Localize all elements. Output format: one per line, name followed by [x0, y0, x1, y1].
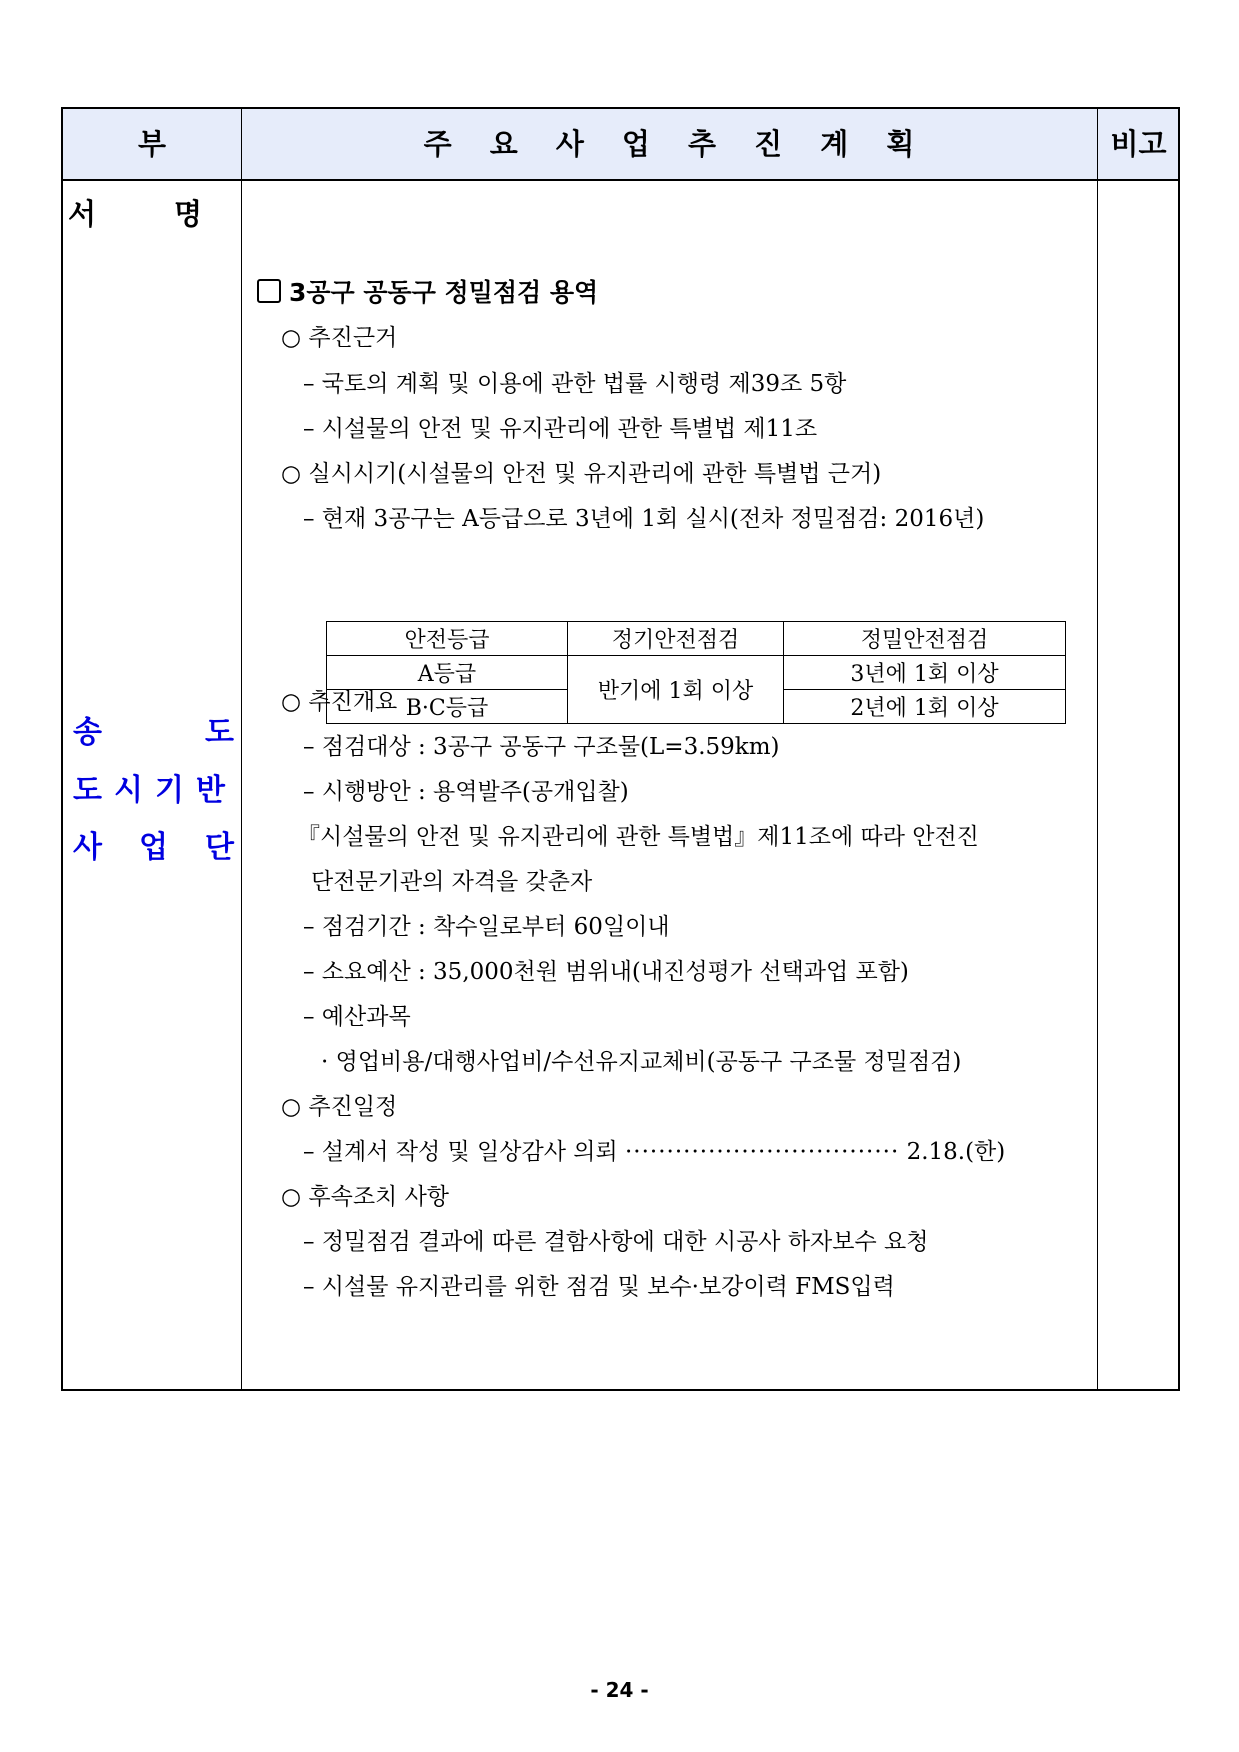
header-note: 비고: [1110, 127, 1167, 161]
column-divider: [241, 109, 242, 1389]
dept-char: 송: [73, 715, 102, 750]
dept-char: 사: [73, 830, 102, 865]
header-department: 부 서 명: [67, 127, 237, 231]
overview-item: · 영업비용/대행사업비/수선유지교체비(공동구 구조물 정밀점검): [321, 1049, 962, 1075]
section-title: 3공구 공동구 정밀점검 용역: [257, 273, 598, 309]
basis-heading: ○ 추진근거: [281, 325, 398, 351]
dept-line: 도시기반: [73, 773, 237, 808]
table-cell: A등급: [327, 656, 568, 690]
table-cell: 안전등급: [327, 622, 568, 656]
table-cell: 2년에 1회 이상: [784, 690, 1066, 724]
schedule-item: – 설계서 작성 및 일상감사 의뢰 ································· 2.18.(한): [303, 1139, 1006, 1165]
overview-item: – 예산과목: [303, 1004, 411, 1030]
basis-item: – 국토의 계획 및 이용에 관한 법률 시행령 제39조 5항: [303, 371, 847, 397]
dept-char: 도: [205, 715, 234, 750]
followup-item: – 시설물 유지관리를 위한 점검 및 보수·보강이력 FMS입력: [303, 1274, 895, 1300]
page-number: - 24 -: [590, 1678, 649, 1702]
timing-heading: ○ 실시시기(시설물의 안전 및 유지관리에 관한 특별법 근거): [281, 461, 882, 487]
table-cell: 반기에 1회 이상: [568, 656, 784, 724]
followup-heading: ○ 후속조치 사항: [281, 1184, 449, 1210]
grade-table: [326, 621, 1066, 724]
overview-item: 단전문기관의 자격을 갖춘자: [311, 869, 593, 895]
overview-item: – 점검기간 : 착수일로부터 60일이내: [303, 914, 670, 940]
table-cell: 정기안전점검: [568, 622, 784, 656]
overview-item: 『시설물의 안전 및 유지관리에 관한 특별법』제11조에 따라 안전진: [297, 824, 979, 850]
plan-table: [61, 107, 1180, 1391]
table-row: [327, 656, 1066, 690]
dept-char: 단: [205, 830, 234, 865]
overview-item: – 점검대상 : 3공구 공동구 구조물(L=3.59km): [303, 734, 780, 760]
timing-item: – 현재 3공구는 A등급으로 3년에 1회 실시(전차 정밀점검: 2016년): [303, 506, 985, 532]
overview-item: – 소요예산 : 35,000천원 범위내(내진성평가 선택과업 포함): [303, 959, 909, 985]
header-plan: 주 요 사 업 추 진 계 획: [423, 127, 929, 161]
followup-item: – 정밀점검 결과에 따른 결함사항에 대한 시공사 하자보수 요청: [303, 1229, 929, 1255]
overview-heading: ○ 추진개요: [281, 689, 398, 715]
table-cell: B·C등급: [327, 690, 568, 724]
table-cell: 정밀안전점검: [784, 622, 1066, 656]
overview-item: – 시행방안 : 용역발주(공개입찰): [303, 779, 629, 805]
table-row: [327, 622, 1066, 656]
table-cell: 3년에 1회 이상: [784, 656, 1066, 690]
checkbox-icon: [257, 279, 281, 303]
column-divider: [1097, 109, 1098, 1389]
schedule-heading: ○ 추진일정: [281, 1094, 398, 1120]
basis-item: – 시설물의 안전 및 유지관리에 관한 특별법 제11조: [303, 416, 818, 442]
table-header: [63, 109, 1178, 231]
dept-char: 업: [139, 830, 168, 865]
